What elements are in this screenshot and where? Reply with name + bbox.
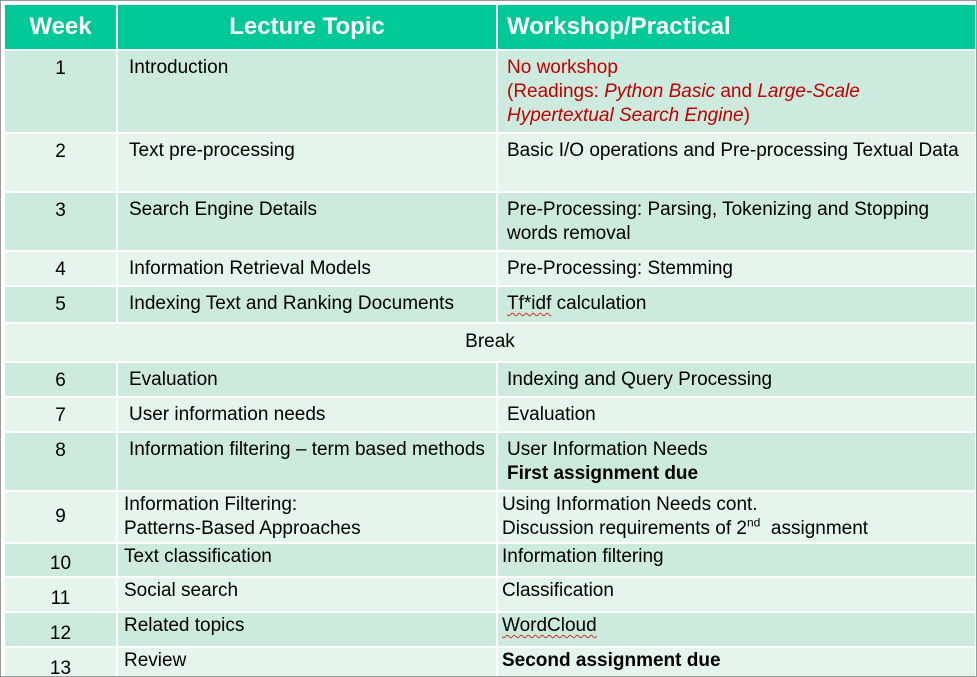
topic-cell [117, 491, 497, 543]
topic-cell: Related topics [117, 612, 497, 647]
schedule-table [3, 3, 977, 677]
table-row [4, 286, 976, 323]
topic-cell: Social search [117, 577, 497, 612]
week-cell: 4 [4, 251, 117, 286]
topic-cell: Introduction [117, 50, 497, 133]
workshop-cell: Pre-Processing: Stemming [497, 251, 976, 286]
week-cell: 13 [4, 647, 117, 677]
assignment-due: Second assignment due [497, 647, 976, 677]
header-row [4, 4, 976, 50]
reading-title-search-a: Large-Scale [757, 81, 860, 102]
week-cell: 7 [4, 397, 117, 432]
table-row [4, 397, 976, 432]
readings-close: ) [743, 105, 750, 126]
table-row [4, 612, 976, 647]
workshop-text: calculation [551, 293, 647, 314]
break-label: Break [4, 323, 976, 362]
workshop-cell [497, 286, 976, 323]
workshop-text: Using Information Needs cont. [502, 494, 758, 515]
week-cell: 10 [4, 543, 117, 577]
topic-cell: User information needs [117, 397, 497, 432]
week-cell: 6 [4, 362, 117, 397]
topic-line: Information Filtering: [124, 494, 298, 515]
week-cell: 2 [4, 133, 117, 192]
workshop-cell: Indexing and Query Processing [497, 362, 976, 397]
topic-cell: Review [117, 647, 497, 677]
topic-cell: Text pre-processing [117, 133, 497, 192]
workshop-cell: Information filtering [497, 543, 976, 577]
topic-cell: Search Engine Details [117, 192, 497, 251]
workshop-text-tfidf: Tf*idf [507, 293, 552, 314]
table-row [4, 362, 976, 397]
workshop-text: No workshop [507, 57, 618, 78]
break-row [4, 323, 976, 362]
header-workshop: Workshop/Practical [497, 4, 976, 50]
table-row [4, 133, 976, 192]
readings-and: and [715, 81, 758, 102]
workshop-cell [497, 491, 976, 543]
week-cell: 8 [4, 432, 117, 491]
workshop-cell [497, 50, 976, 133]
topic-cell: Evaluation [117, 362, 497, 397]
workshop-cell: Basic I/O operations and Pre-processing Textual Data [497, 133, 976, 192]
workshop-text-wordcloud: WordCloud [502, 615, 597, 636]
table-row [4, 647, 976, 677]
table-row [4, 192, 976, 251]
workshop-text: Discussion requirements of 2 [502, 518, 747, 539]
table-row [4, 50, 976, 133]
week-cell: 3 [4, 192, 117, 251]
assignment-due: First assignment due [507, 463, 699, 484]
topic-cell: Information Retrieval Models [117, 251, 497, 286]
ordinal-suffix: nd [747, 515, 761, 530]
table-row [4, 543, 976, 577]
header-lecture-topic: Lecture Topic [117, 4, 497, 50]
week-cell: 11 [4, 577, 117, 612]
week-cell: 5 [4, 286, 117, 323]
topic-cell: Text classification [117, 543, 497, 577]
workshop-cell [497, 612, 976, 647]
workshop-text: User Information Needs [507, 439, 708, 460]
workshop-cell [497, 432, 976, 491]
workshop-text: assignment [760, 518, 869, 539]
table-row [4, 577, 976, 612]
workshop-cell: Pre-Processing: Parsing, Tokenizing and Stopping words removal [497, 192, 976, 251]
workshop-cell: Evaluation [497, 397, 976, 432]
topic-cell: Indexing Text and Ranking Documents [117, 286, 497, 323]
readings-open: (Readings: [507, 81, 605, 102]
workshop-cell: Classification [497, 577, 976, 612]
week-cell: 9 [4, 491, 117, 543]
table-row [4, 491, 976, 543]
reading-title-search-b: Hypertextual Search Engine [507, 105, 744, 126]
week-cell: 1 [4, 50, 117, 133]
topic-cell: Information filtering – term based methods [117, 432, 497, 491]
reading-title-python: Python Basic [604, 81, 716, 102]
week-cell: 12 [4, 612, 117, 647]
table-row [4, 432, 976, 491]
header-week: Week [4, 4, 117, 50]
table-row [4, 251, 976, 286]
topic-line: Patterns-Based Approaches [124, 518, 361, 539]
